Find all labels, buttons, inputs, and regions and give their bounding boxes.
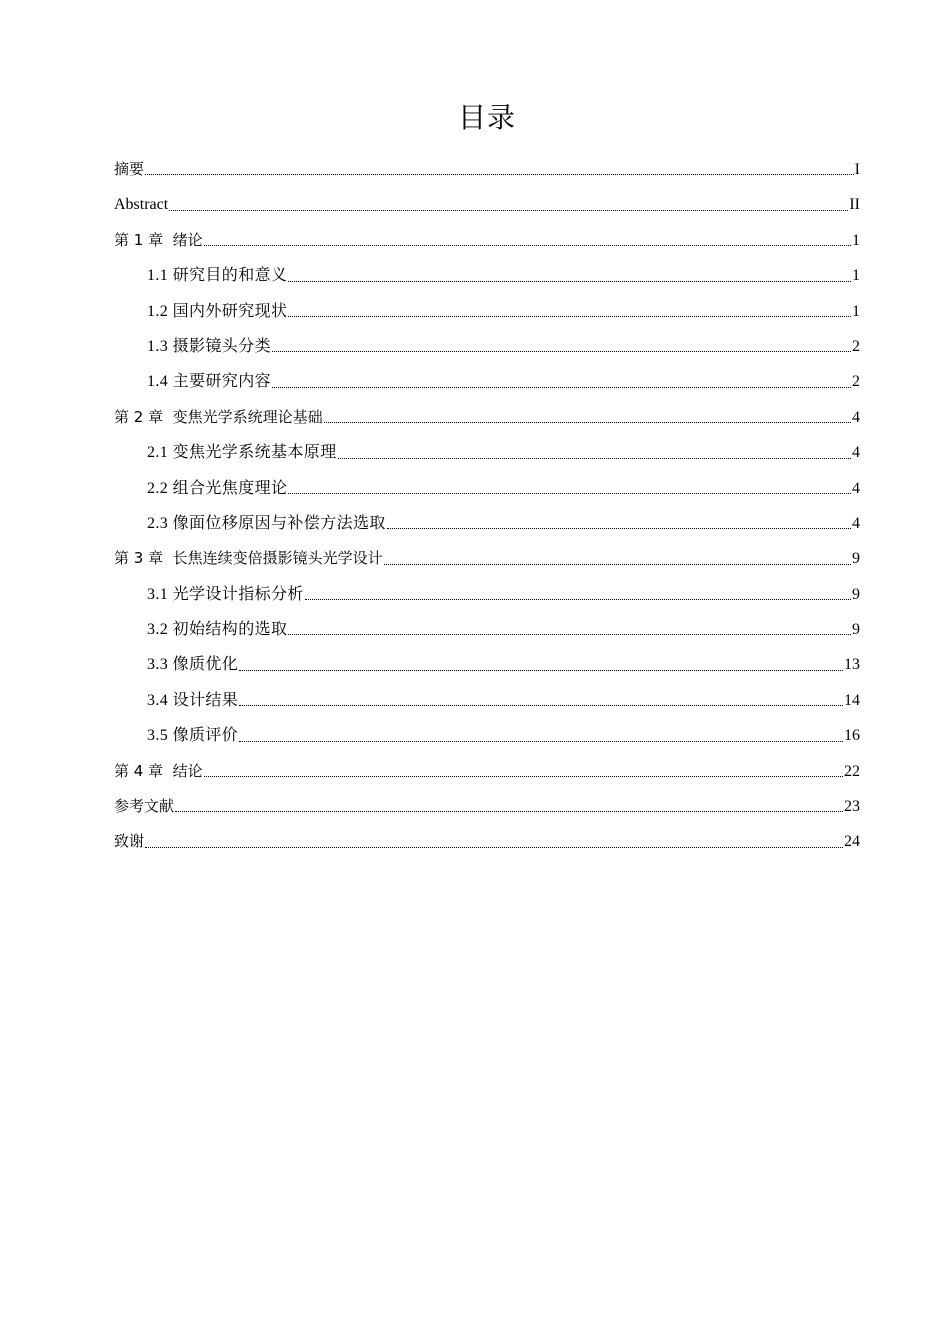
toc-entry-section-2-3[interactable] [114,506,860,541]
toc-page-number: 4 [852,408,860,426]
toc-page-number: II [849,196,860,214]
toc-entry-section-2-1[interactable] [114,435,860,470]
toc-entry-section-3-3[interactable] [114,647,860,682]
toc-entry-abstract-en[interactable] [114,187,860,222]
dot-leader [324,421,851,423]
toc-entry-label: 第 2 章 变焦光学系统理论基础 [114,407,323,426]
toc-entry-label: 参考文献 [114,797,175,816]
dot-leader [288,315,851,317]
toc-entry-acknowledgements[interactable] [114,824,860,859]
toc-page-number: 9 [852,621,860,639]
page-title: 目录 [457,101,516,134]
toc-entry-abstract-cn[interactable] [114,152,860,187]
toc-entry-label: 2.3 像面位移原因与补偿方法选取 [147,514,386,532]
toc-entry-label: 1.3 摄影镜头分类 [147,337,272,355]
toc-entry-label: 3.2 初始结构的选取 [147,621,288,639]
toc-page-number: 1 [852,302,860,320]
toc-entry-section-2-2[interactable] [114,471,860,506]
dot-leader [145,846,843,848]
toc-page-number: I [854,160,860,178]
dot-leader [239,704,843,706]
toc-entry-label: 1.2 国内外研究现状 [147,302,288,320]
toc-entry-section-1-1[interactable] [114,258,860,293]
toc-page-number: 16 [844,727,860,745]
toc-entry-chapter-1[interactable] [114,223,860,258]
toc-entry-chapter-2[interactable] [114,400,860,435]
dot-leader [272,350,851,352]
toc-page-number: 9 [852,550,860,568]
dot-leader [204,775,843,777]
toc-page-number: 1 [852,267,860,285]
toc-page-number: 22 [844,762,860,780]
dot-leader [145,173,854,175]
dot-leader [204,244,851,246]
toc-entry-label: 摘要 [114,159,145,178]
toc-page-number: 23 [844,798,860,816]
toc-entry-references[interactable] [114,789,860,824]
toc-page-number: 24 [844,833,860,851]
toc-entry-label: 3.4 设计结果 [147,691,239,709]
toc-entry-section-3-1[interactable] [114,577,860,612]
toc-entry-section-1-3[interactable] [114,329,860,364]
toc-entry-section-1-2[interactable] [114,294,860,329]
toc-entry-label: 第 4 章 结论 [114,761,203,780]
toc-page-number: 4 [852,444,860,462]
toc-page-number: 1 [852,231,860,249]
toc-page-number: 4 [852,514,860,532]
dot-leader [288,492,851,494]
dot-leader [338,457,851,459]
dot-leader [288,633,851,635]
dot-leader [288,280,851,282]
toc-page-number: 2 [852,337,860,355]
toc-entry-chapter-3[interactable] [114,541,860,576]
toc-entry-chapter-4[interactable] [114,754,860,789]
dot-leader [384,563,851,565]
dot-leader [169,209,848,211]
toc-entry-label: 3.5 像质评价 [147,727,239,745]
toc-page-number: 4 [852,479,860,497]
toc-entry-label: 2.2 组合光焦度理论 [147,479,288,497]
toc-entry-section-1-4[interactable] [114,364,860,399]
toc-page-number: 2 [852,373,860,391]
toc-entry-section-3-4[interactable] [114,683,860,718]
dot-leader [239,669,843,671]
toc-entry-label: 第 1 章 绪论 [114,230,203,249]
toc-entry-section-3-5[interactable] [114,718,860,753]
table-of-contents [114,152,860,860]
toc-page-number: 14 [844,691,860,709]
dot-leader [175,810,843,812]
toc-entry-label: 1.1 研究目的和意义 [147,267,288,285]
toc-entry-label: 第 3 章 长焦连续变倍摄影镜头光学设计 [114,549,383,568]
dot-leader [387,527,851,529]
toc-entry-section-3-2[interactable] [114,612,860,647]
toc-entry-label: 3.3 像质优化 [147,656,239,674]
dot-leader [239,740,843,742]
toc-entry-label: 3.1 光学设计指标分析 [147,585,304,603]
toc-page-number: 13 [844,656,860,674]
dot-leader [272,386,851,388]
dot-leader [305,598,851,600]
toc-entry-label: 致谢 [114,832,145,851]
toc-page-number: 9 [852,585,860,603]
toc-entry-label: 2.1 变焦光学系统基本原理 [147,444,337,462]
toc-entry-label: 1.4 主要研究内容 [147,373,272,391]
toc-entry-label: Abstract [114,196,169,214]
